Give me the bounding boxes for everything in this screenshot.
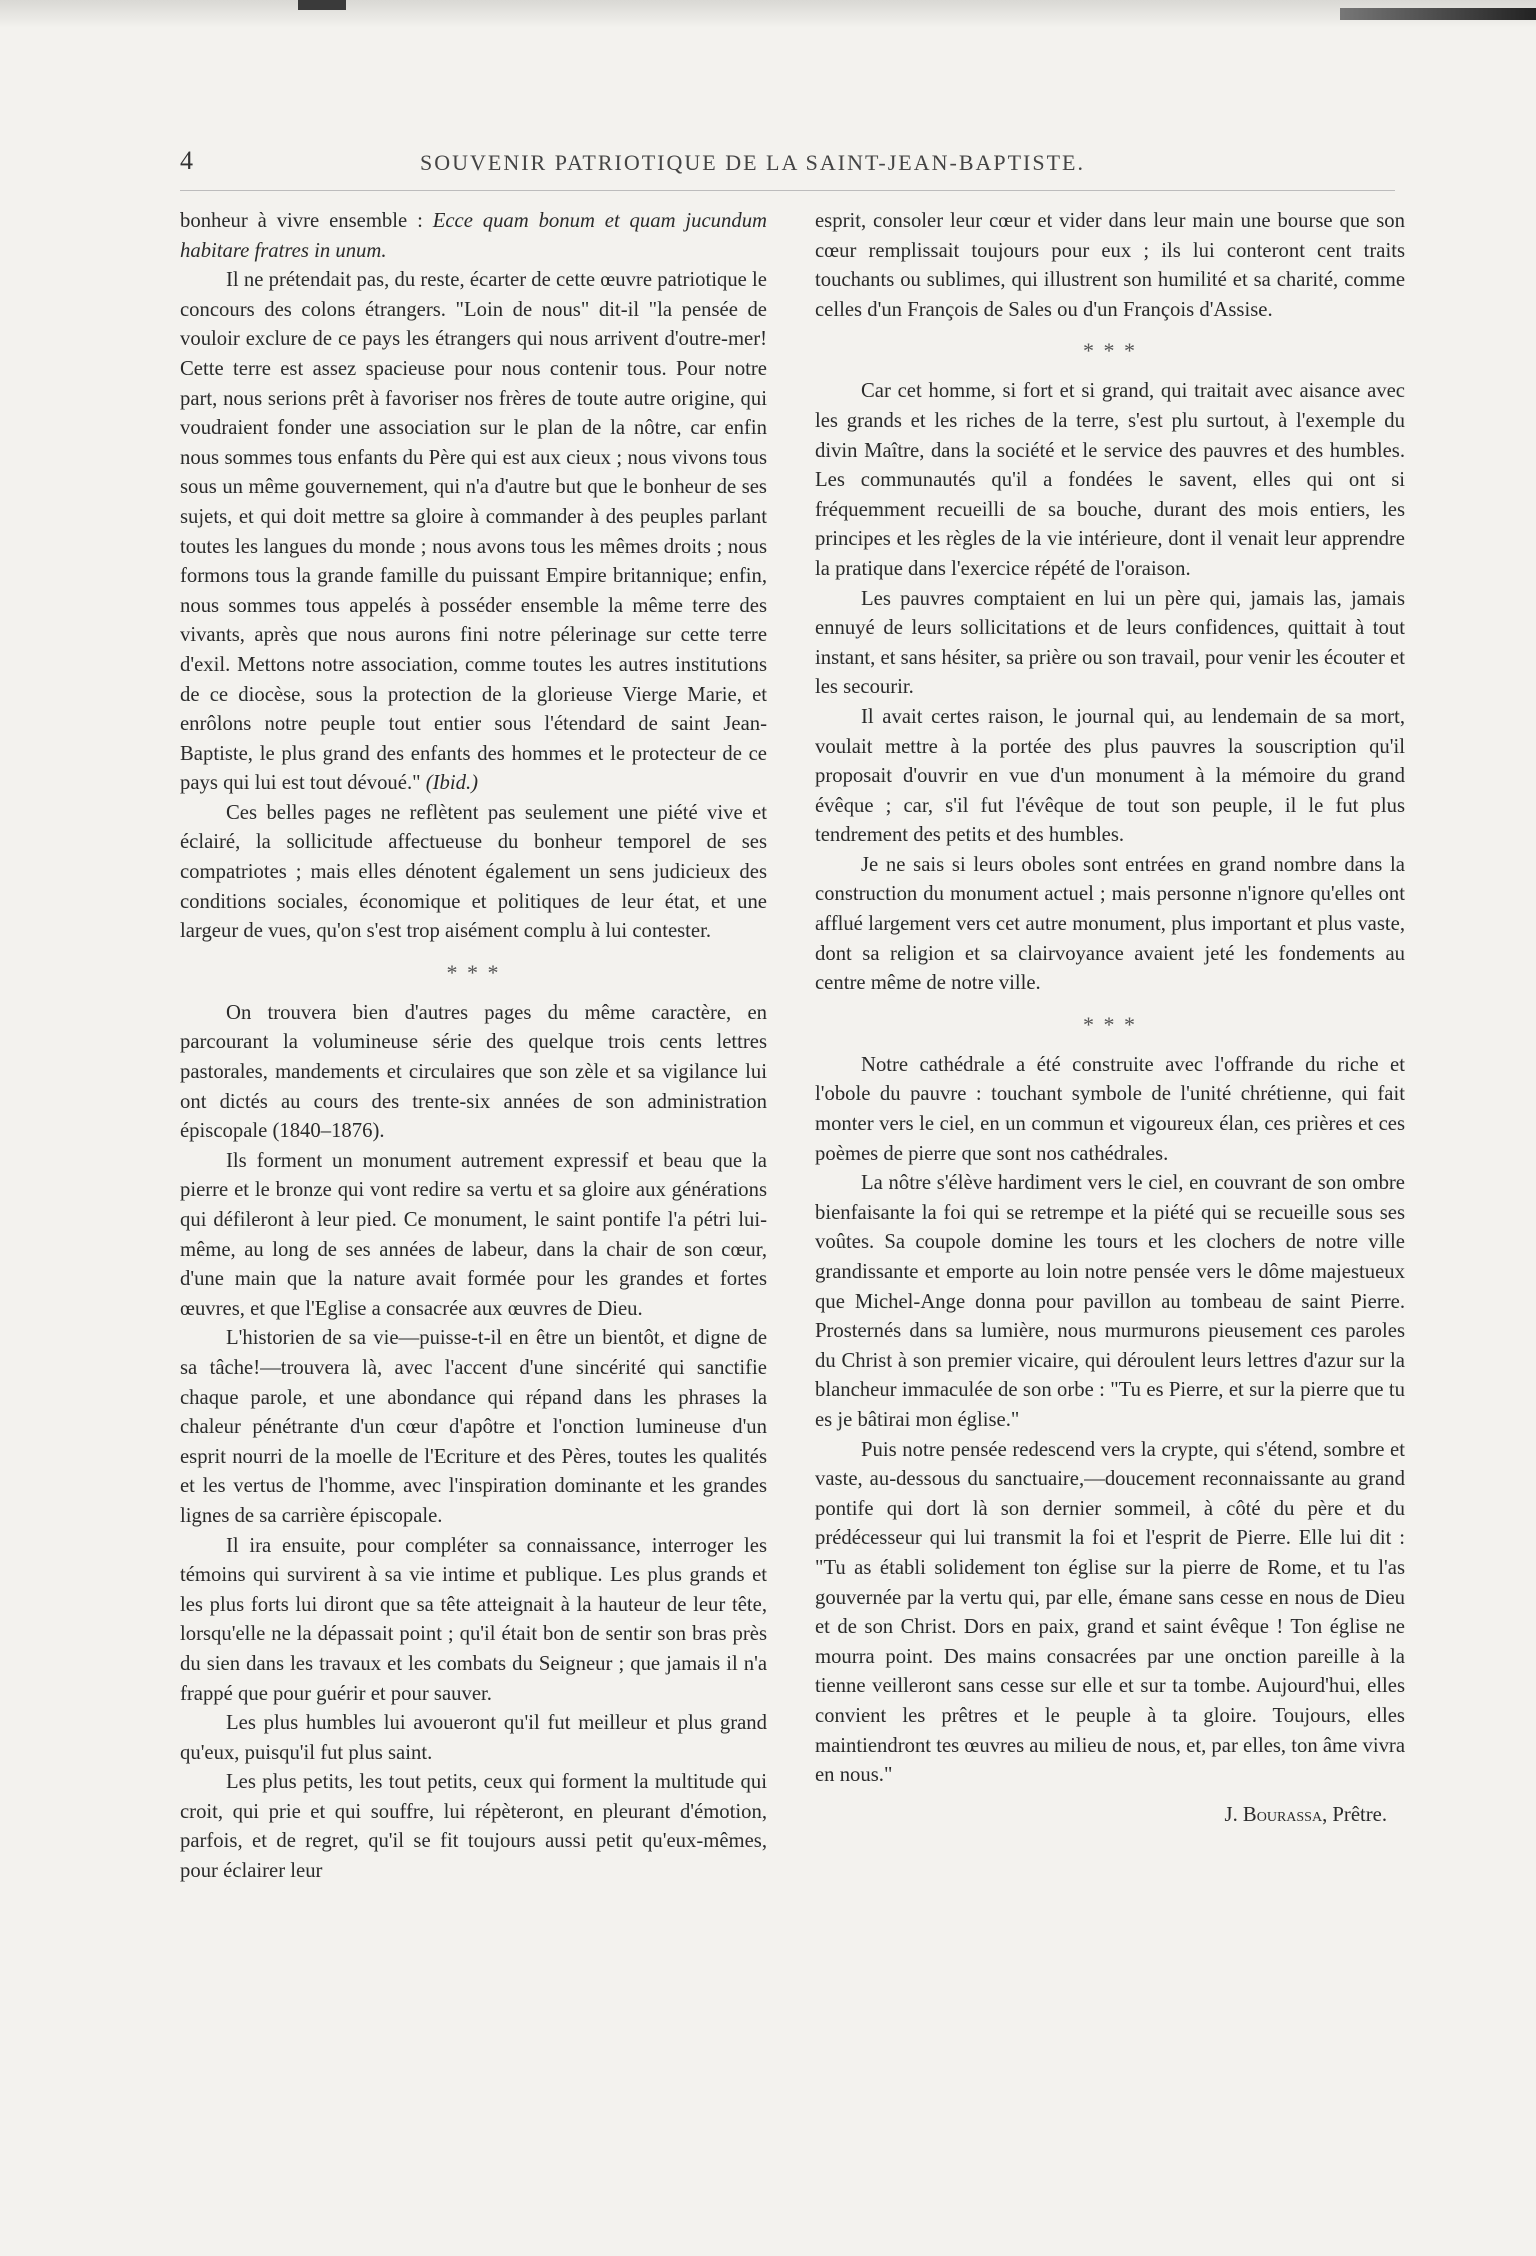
scan-mark (1340, 8, 1536, 20)
citation: (Ibid.) (425, 772, 479, 795)
section-divider: * * * (1083, 338, 1137, 364)
paragraph: Les pauvres comptaient en lui un père qui, jamais las, jamais ennuyé de leurs sollicitations et de leurs confidences, quittait à tout instant, et sans hésiter, sa prière ou son travail, pour venir les écouter et les secourir. (815, 587, 1405, 699)
paragraph: Ils forment un monument autrement expressif et beau que la pierre et le bronze qui vont redire sa vertu et sa gloire aux générations qui défileront à leur pied. Ce monument, le saint pontife l'a pétri lui-même, au long de ses années de labeur, dans la chair de son cœur, d'une main que la nature avait formée pour les grandes et fortes œuvres, et que l'Eglise a consacrée aux œuvres de Dieu. (180, 1149, 767, 1320)
paragraph (180, 207, 767, 266)
paragraph: Les plus humbles lui avoueront qu'il fut meilleur et plus grand qu'eux, puisqu'il fut plus saint. (180, 1712, 767, 1764)
paragraph: Car cet homme, si fort et si grand, qui traitait avec aisance avec les grands et les riches de la terre, s'est plu surtout, à l'exemple du divin Maître, dans la société et le service des pauvres et des humbles. Les communautés qu'il a fondées le savent, elles qui ont si fréquemment recueilli de sa bouche, durant des mois entiers, les principes et les règles de la vie intérieure, dont il venait leur apprendre la pratique dans l'exercice répété de l'oraison. (815, 380, 1405, 580)
header-rule (180, 190, 1395, 191)
right-column (815, 207, 1405, 1830)
paragraph: Puis notre pensée redescend vers la crypte, qui s'étend, sombre et vaste, au-dessous du sanctuaire,—doucement reconnaissante au grand pontife qui dort là son dernier sommeil, à côté du père et du prédécesseur qui lui transmit la foi et l'esprit de Pierre. Elle lui dit : "Tu as établi solidement ton église sur la pierre de Rome, et tu l'as gouvernée par la vertu qui, par elle, émane sans cesse en nous de Dieu et de son Christ. Dors en paix, grand et saint évêque ! Ton église ne mourra point. Des mains consacrées par une onction pareille à la tienne veilleront sans cesse sur elle et sur ta tombe. Aujourd'hui, elles convient les prêtres et le peuple à ta gloire. Toujours, elles maintiendront tes œuvres au milieu de nous, et, par elles, ton âme vivra en nous." (815, 1438, 1406, 1787)
scan-mark (298, 0, 346, 10)
running-title: SOUVENIR PATRIOTIQUE DE LA SAINT-JEAN-BAPTISTE. (420, 150, 1085, 175)
signature-title: , Prêtre. (1322, 1803, 1387, 1826)
paragraph: Les plus petits, les tout petits, ceux qui forment la multitude qui croit, qui prie et qui souffre, lui répèteront, en pleurant d'émotion, parfois, et de regret, qu'il se fit toujours aussi petit qu'eux-mêmes, pour éclairer leur (180, 1771, 767, 1883)
paragraph-text: Il ne prétendait pas, du reste, écarter de cette œuvre patriotique le concours des colons étrangers. "Loin de nous" dit-il "la pensée de vouloir exclure de ce pays les étrangers qui nous arrivent d'outre-mer! Cette terre est assez spacieuse pour nous contenir tous. Pour notre part, nous serions prêt à favoriser nos frères de toute autre origine, qui voudraient fonder une association sur le plan de la nôtre, car enfin nous sommes tous enfants du Père qui est aux cieux ; nous vivons tous sous un même gouvernement, qui n'a d'autre but que le bonheur de ses sujets, et qui doit mettre sa gloire à commander à des peuples parlant toutes les langues du monde ; nous avons tous les mêmes droits ; nous formons tous la grande famille du puissant Empire britannique; enfin, nous sommes tous appelés à posséder ensemble la même terre des vivants, après que nous aurons fini notre pélerinage sur cette terre d'exil. Mettons notre association, comme toutes les autres institutions de ce diocèse, sous la protection de la glorieuse Vierge Marie, et enrôlons notre peuple tout entier sous l'étendard de saint Jean-Baptiste, le plus grand des enfants des hommes et le protecteur de ce pays qui lui est tout dévoué." (180, 269, 767, 795)
latin-quote: Ecce quam bonum et quam jucundum habitare fratres in unum. (180, 210, 767, 262)
paragraph (180, 266, 767, 799)
paragraph: La nôtre s'élève hardiment vers le ciel, en couvrant de son ombre bienfaisante la foi qui se retrempe et la piété qui se recueille sous ses voûtes. Sa coupole domine les tours et les clochers de notre ville grandissante et emporte au loin notre pensée vers le dôme majestueux que Michel-Ange donna pour pavillon au tombeau de saint Pierre. Prosternés dans sa lumière, nous murmurons pieusement ces paroles du Christ à son premier vicaire, qui déroulent leurs lettres d'azur sur la blancheur immaculée de son orbe : "Tu es Pierre, et sur la pierre que tu es je bâtirai mon église." (815, 1172, 1405, 1431)
paragraph: Je ne sais si leurs oboles sont entrées en grand nombre dans la construction du monument actuel ; mais personne n'ignore qu'elles ont afflué largement vers cet autre monument, plus important et plus vaste, dont sa religion et sa clairvoyance avaient jeté les fondements au centre même de notre ville. (815, 853, 1405, 995)
signature (815, 1801, 1405, 1831)
paragraph: L'historien de sa vie—puisse-t-il en être un bientôt, et digne de sa tâche!—trouvera là, avec l'accent d'une sincérité qui sanctifie chaque parole, et une abondance qui répand dans les phrases la chaleur pénétrante d'un cœur d'apôtre et l'onction lumineuse d'un esprit nourri de la moelle de l'Ecriture et des Pères, toutes les qualités et les vertus de l'homme, avec l'inspiration dominante et les grandes lignes de sa carrière épiscopale. (180, 1327, 767, 1527)
signature-initial: J. (1224, 1803, 1243, 1826)
left-column (180, 207, 767, 1887)
paragraph: Notre cathédrale a été construite avec l'offrande du riche et l'obole du pauvre : touchant symbole de l'unité chrétienne, qui fait monter vers le ciel, en un commun et vigoureux élan, ces prières et ces poèmes de pierre que sont nos cathédrales. (815, 1053, 1405, 1165)
section-divider: * * * (1083, 1011, 1137, 1037)
paragraph: esprit, consoler leur cœur et vider dans leur main une bourse que son cœur remplissait toujours pour eux ; ils lui conteront cent traits touchants ou sublimes, qui illustrent son humilité et sa charité, comme celles d'un François de Sales ou d'un François d'Assise. (815, 210, 1405, 321)
scan-edge (0, 0, 1536, 28)
signature-name: Bourassa (1242, 1803, 1323, 1826)
paragraph: On trouvera bien d'autres pages du même caractère, en parcourant la volumineuse série des quelque trois cents lettres pastorales, mandements et circulaires que son zèle et sa vigilance lui ont dictés au cours des trente-six années de son administration épiscopale (1840–1876). (180, 1001, 767, 1143)
paragraph: Il ira ensuite, pour compléter sa connaissance, interroger les témoins qui survirent à sa vie intime et publique. Les plus grands et les plus forts lui diront que sa tête atteignait à la hauteur de leur tête, lorsqu'elle ne la dépassait point ; qu'il était bon de sentir son bras près du sien dans les travaux et les combats du Seigneur ; que jamais il n'a frappé que pour guérir et pour sauver. (180, 1534, 767, 1705)
paragraph: Il avait certes raison, le journal qui, au lendemain de sa mort, voulait mettre à la portée des plus pauvres la souscription qu'il proposait d'ouvrir en vue d'un monument à la mémoire du grand évêque ; car, s'il fut l'évêque de tout son peuple, il le fut plus tendrement des petits et des humbles. (815, 705, 1405, 847)
page-number: 4 (180, 146, 193, 175)
paragraph: Ces belles pages ne reflètent pas seulement une piété vive et éclairé, la sollicitude affectueuse du bonheur temporel de ses compatriotes ; mais elles dénotent également un sens judicieux des conditions sociales, économique et politiques de leur état, et une largeur de vues, qu'on s'est trop aisément complu à lui contester. (180, 801, 767, 943)
paragraph-text: bonheur à vivre ensemble : (180, 210, 433, 232)
section-divider: * * * (446, 959, 501, 985)
